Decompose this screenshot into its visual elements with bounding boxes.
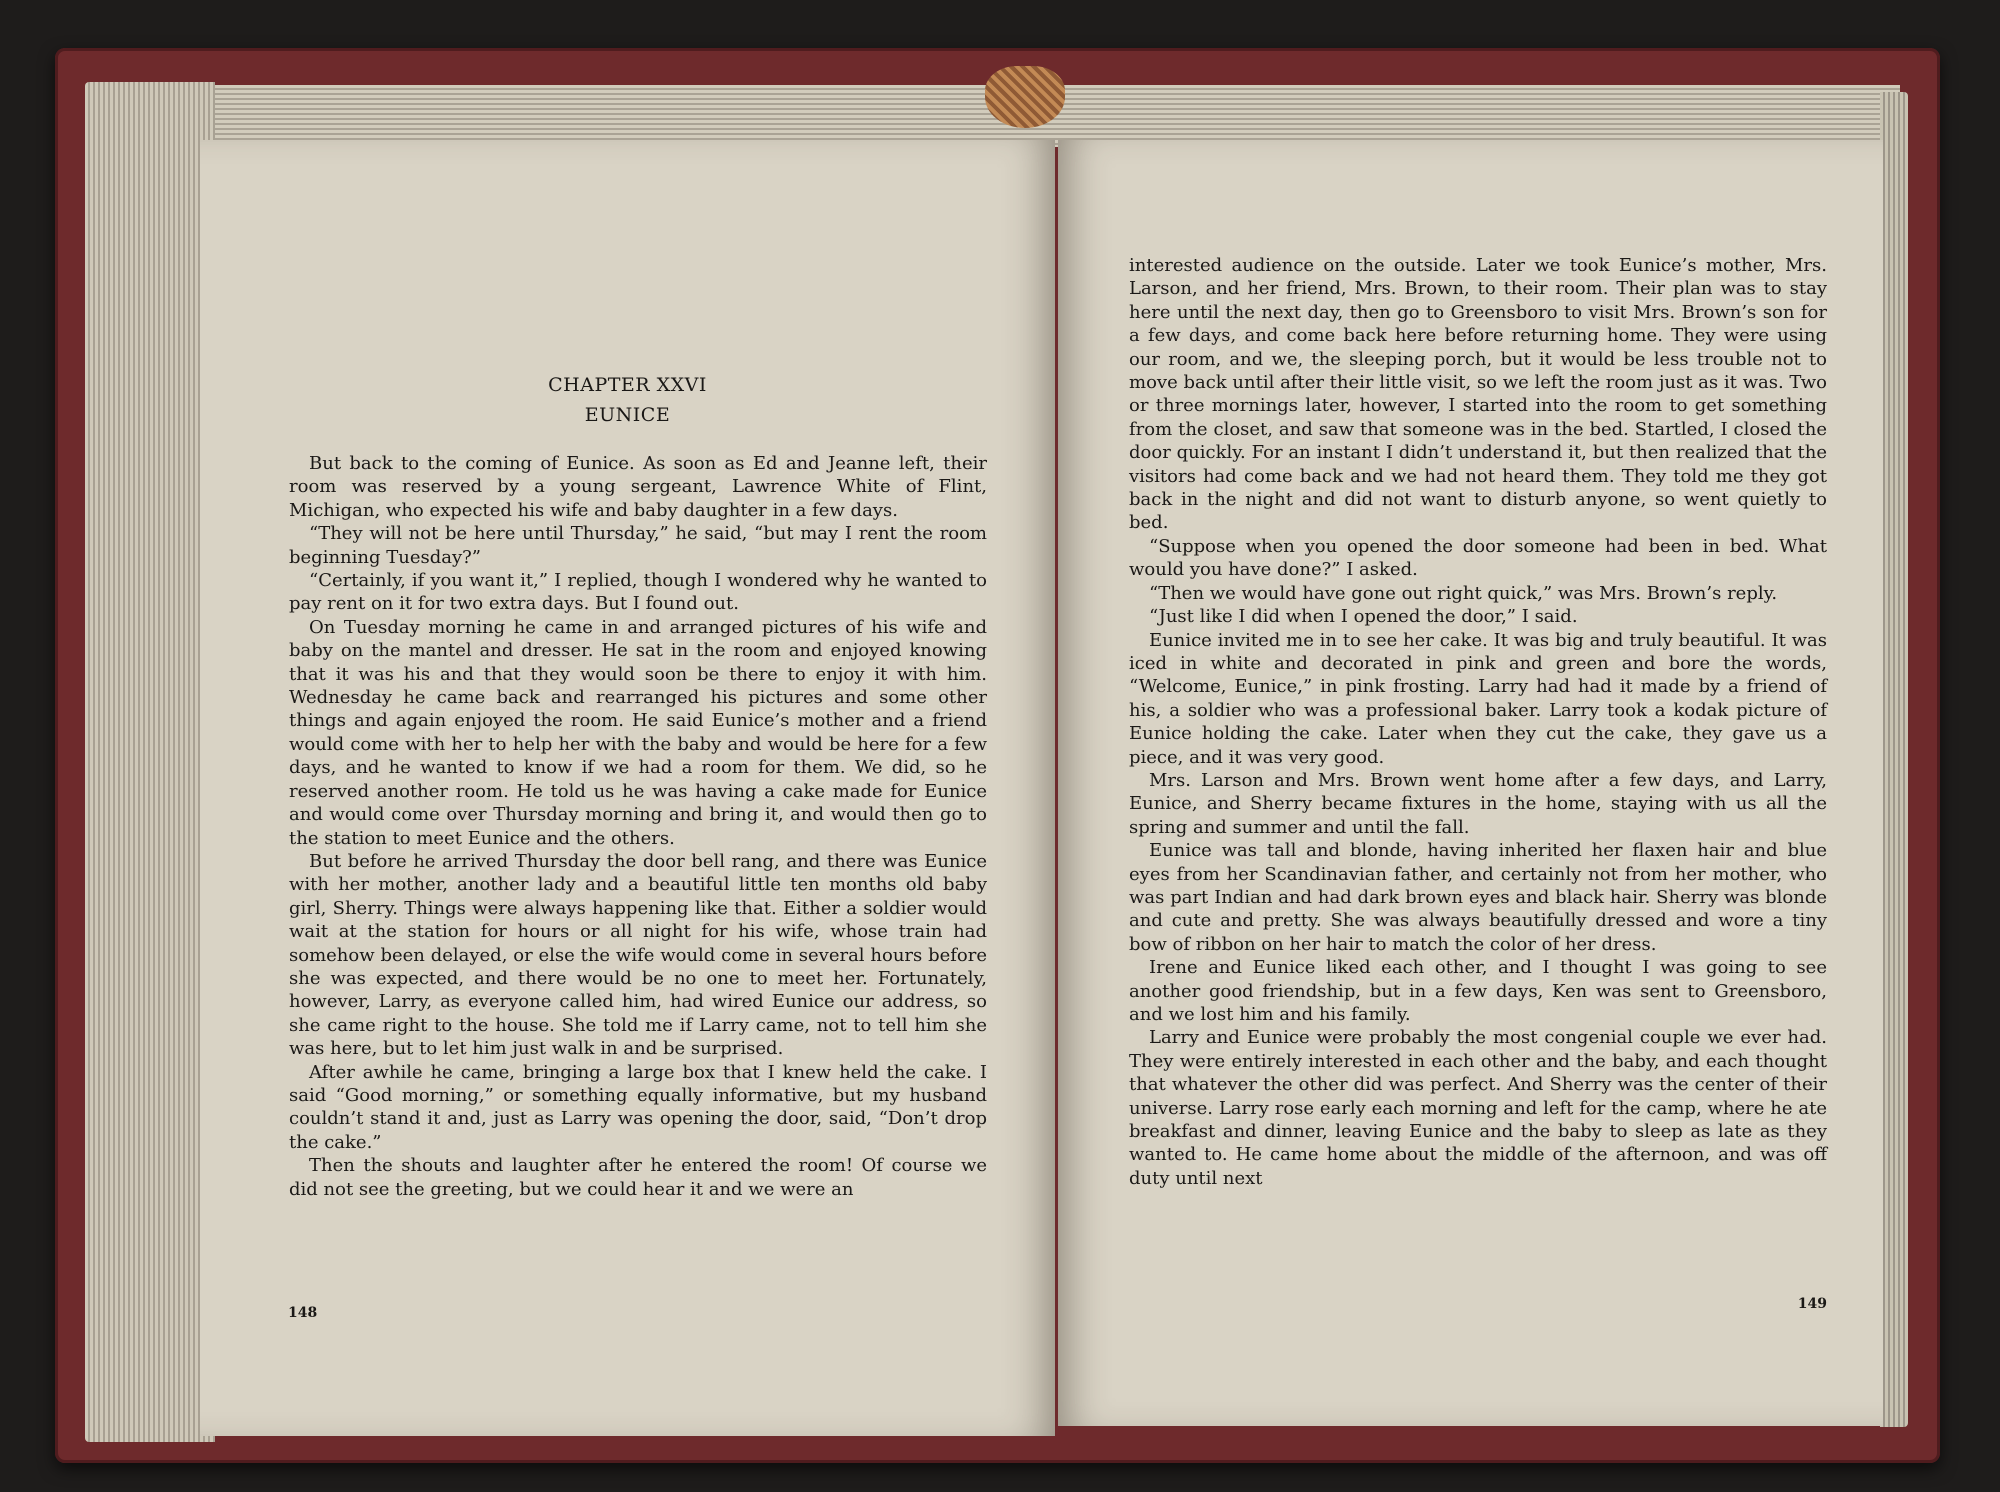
right-page-body [1129, 254, 1827, 1190]
chapter-subtitle: EUNICE [584, 404, 671, 426]
paragraph: “Just like I did when I opened the door,” I said. [1149, 606, 1578, 628]
bookmark-ribbon [985, 66, 1065, 128]
paragraph: But before he arrived Thursday the door bell rang, and there was Eunice with her mother, another lady and a beautiful little ten months old baby girl, Sherry. Things were always happening like that. Either a soldier would wait at the station for hours or all night for his wife, whose train had somehow been delayed, or else the wife would come in several hours before she was expected, and there would be no one to meet her. Fortunately, however, Larry, as everyone called him, had wired Eunice our address, so she came right to the house. She told me if Larry came, not to tell him she was here, but to let him just walk in and be surprised. [289, 850, 987, 1060]
page-number: 149 [1797, 1296, 1827, 1312]
paragraph: But back to the coming of Eunice. As soon as Ed and Jeanne left, their room was reserved by a young sergeant, Lawrence White of Flint, Michigan, who expected his wife and baby daughter in a few days. [289, 453, 987, 521]
paragraph: “Certainly, if you want it,” I replied, though I wondered why he wanted to pay rent on it for two extra days. But I found out. [289, 570, 987, 615]
left-page [200, 140, 1055, 1436]
chapter-title: CHAPTER XXVI [548, 374, 707, 396]
right-page [1058, 140, 1883, 1426]
page-edges-left [85, 82, 215, 1442]
page-number: 148 [288, 1305, 318, 1321]
paragraph: Mrs. Larson and Mrs. Brown went home after a few days, and Larry, Eunice, and Sherry became fixtures in the home, staying with us all the spring and summer and until the fall. [1129, 769, 1827, 838]
paragraph: After awhile he came, bringing a large box that I knew held the cake. I said “Good morning,” or something equally informative, but my husband couldn’t stand it and, just as Larry was opening the door, said, “Don’t drop the cake.” [289, 1061, 987, 1153]
paragraph: Irene and Eunice liked each other, and I thought I was going to see another good friendship, but in a few days, Ken was sent to Greensboro, and we lost him and his family. [1129, 957, 1827, 1025]
paragraph: interested audience on the outside. Later we took Eunice’s mother, Mrs. Larson, and her friend, Mrs. Brown, to their room. Their plan was to stay here until the next day, then go to Greensboro to visit Mrs. Brown’s son for a few days, and come back here before returning home. They were using our room, and we, the sleeping porch, but it would be less trouble not to move back until after their little visit, so we left the room just as it was. Two or three mornings later, however, I started into the room to get something from the closet, and saw that someone was in the bed. Startled, I closed the door quickly. For an instant I didn’t understand it, but then realized that the visitors had come back and we had not heard them. They told me they got back in the night and did not want to disturb anyone, so went quietly to bed. [1129, 255, 1828, 534]
paragraph: “Suppose when you opened the door someone had been in bed. What would you have done?” I asked. [1129, 535, 1827, 581]
paragraph: “Then we would have gone out right quick,” was Mrs. Brown’s reply. [1149, 582, 1778, 604]
left-page-body [289, 452, 987, 1201]
page-edges-right [1880, 92, 1908, 1427]
paragraph: “They will not be here until Thursday,” he said, “but may I rent the room beginning Tuesday?” [289, 523, 987, 568]
paragraph: On Tuesday morning he came in and arranged pictures of his wife and baby on the mantel and dresser. He sat in the room and enjoyed knowing that it was his and that they would soon be there to enjoy it with him. Wednesday he came back and rearranged his pictures and some other things and again enjoyed the room. He said Eunice’s mother and a friend would come with her to help her with the baby and would be here for a few days, and he wanted to know if we had a room for them. We did, so he reserved another room. He told us he was having a cake made for Eunice and would come over Thursday morning and bring it, and would then go to the station to meet Eunice and the others. [289, 616, 987, 849]
paragraph: Eunice invited me in to see her cake. It was big and truly beautiful. It was iced in white and decorated in pink and green and bore the words, “Welcome, Eunice,” in pink frosting. Larry had had it made by a friend of his, a soldier who was a professional baker. Larry took a kodak picture of Eunice holding the cake. Later when they cut the cake, they gave us a piece, and it was very good. [1129, 629, 1827, 768]
paragraph: Eunice was tall and blonde, having inherited her flaxen hair and blue eyes from her Scandinavian father, and certainly not from her mother, who was part Indian and had dark brown eyes and black hair. Sherry was blonde and cute and pretty. She was always beautifully dressed and wore a tiny bow of ribbon on her hair to match the color of her dress. [1129, 840, 1827, 955]
paragraph: Larry and Eunice were probably the most congenial couple we ever had. They were entirely interested in each other and the baby, and each thought that whatever the other did was perfect. And Sherry was the center of their universe. Larry rose early each morning and left for the camp, where he ate breakfast and dinner, leaving Eunice and the baby to sleep as late as they wanted to. He came home about the middle of the afternoon, and was off duty until next [1129, 1027, 1827, 1189]
paragraph: Then the shouts and laughter after he entered the room! Of course we did not see the greeting, but we could hear it and we were an [289, 1155, 987, 1200]
